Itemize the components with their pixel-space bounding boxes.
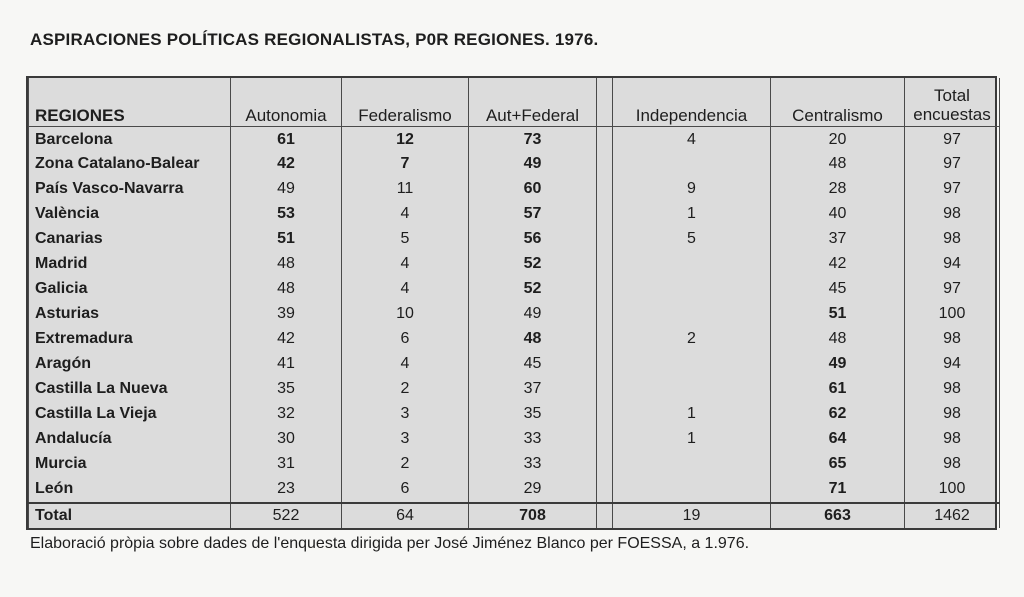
column-separator [597, 302, 613, 327]
cell-autonomia: 35 [231, 377, 342, 402]
cell-aut-federal: 52 [469, 252, 597, 277]
cell-total: 100 [905, 477, 1000, 503]
cell-aut-federal: 60 [469, 177, 597, 202]
cell-centralismo: 28 [771, 177, 905, 202]
cell-federalismo: 4 [342, 202, 469, 227]
table-row [29, 402, 1000, 427]
cell-federalismo: 3 [342, 427, 469, 452]
cell-total: 98 [905, 202, 1000, 227]
column-separator [597, 277, 613, 302]
cell-federalismo: 11 [342, 177, 469, 202]
cell-total: 97 [905, 277, 1000, 302]
region-name: País Vasco-Navarra [29, 177, 231, 202]
cell-total: 97 [905, 127, 1000, 153]
cell-autonomia: 51 [231, 227, 342, 252]
cell-independencia: 4 [613, 127, 771, 153]
region-name: Galicia [29, 277, 231, 302]
cell-centralismo: 40 [771, 202, 905, 227]
cell-autonomia: 42 [231, 327, 342, 352]
table-row [29, 252, 1000, 277]
totals-label: Total [29, 503, 231, 528]
cell-federalismo: 2 [342, 452, 469, 477]
cell-aut-federal: 33 [469, 427, 597, 452]
total-independencia: 19 [613, 503, 771, 528]
cell-aut-federal: 48 [469, 327, 597, 352]
total-autonomia: 522 [231, 503, 342, 528]
cell-independencia [613, 352, 771, 377]
cell-independencia [613, 277, 771, 302]
cell-federalismo: 4 [342, 277, 469, 302]
cell-autonomia: 23 [231, 477, 342, 503]
column-separator [597, 152, 613, 177]
cell-aut-federal: 49 [469, 152, 597, 177]
region-name: Castilla La Vieja [29, 402, 231, 427]
cell-total: 98 [905, 427, 1000, 452]
header-regiones: REGIONES [29, 78, 231, 127]
cell-total: 97 [905, 152, 1000, 177]
column-separator [597, 202, 613, 227]
region-name: Barcelona [29, 127, 231, 153]
table-row [29, 302, 1000, 327]
cell-total: 98 [905, 327, 1000, 352]
table-row [29, 452, 1000, 477]
cell-aut-federal: 73 [469, 127, 597, 153]
cell-autonomia: 42 [231, 152, 342, 177]
column-separator [597, 252, 613, 277]
cell-centralismo: 51 [771, 302, 905, 327]
cell-federalismo: 6 [342, 477, 469, 503]
cell-federalismo: 6 [342, 327, 469, 352]
cell-total: 98 [905, 402, 1000, 427]
totals-row [29, 503, 1000, 528]
cell-aut-federal: 45 [469, 352, 597, 377]
region-name: Extremadura [29, 327, 231, 352]
column-separator [597, 78, 613, 127]
header-total-encuestas [905, 78, 1000, 127]
cell-autonomia: 61 [231, 127, 342, 153]
table-row [29, 377, 1000, 402]
column-separator [597, 327, 613, 352]
cell-centralismo: 42 [771, 252, 905, 277]
column-separator [597, 427, 613, 452]
cell-centralismo: 20 [771, 127, 905, 153]
cell-centralismo: 48 [771, 152, 905, 177]
cell-independencia [613, 477, 771, 503]
cell-total: 94 [905, 252, 1000, 277]
cell-autonomia: 48 [231, 252, 342, 277]
header-centralismo: Centralismo [771, 78, 905, 127]
column-separator [597, 477, 613, 503]
header-total-line1: Total [934, 86, 970, 106]
header-total-line2: encuestas [913, 104, 991, 124]
cell-autonomia: 53 [231, 202, 342, 227]
cell-federalismo: 3 [342, 402, 469, 427]
header-aut-federal: Aut+Federal [469, 78, 597, 127]
cell-aut-federal: 52 [469, 277, 597, 302]
cell-total: 98 [905, 227, 1000, 252]
cell-independencia: 5 [613, 227, 771, 252]
cell-federalismo: 5 [342, 227, 469, 252]
cell-autonomia: 30 [231, 427, 342, 452]
column-separator [597, 352, 613, 377]
header-autonomia: Autonomia [231, 78, 342, 127]
cell-independencia: 2 [613, 327, 771, 352]
cell-centralismo: 64 [771, 427, 905, 452]
table-row [29, 177, 1000, 202]
cell-independencia [613, 302, 771, 327]
region-name: Asturias [29, 302, 231, 327]
cell-centralismo: 45 [771, 277, 905, 302]
header-federalismo: Federalismo [342, 78, 469, 127]
cell-autonomia: 39 [231, 302, 342, 327]
region-name: Murcia [29, 452, 231, 477]
cell-autonomia: 32 [231, 402, 342, 427]
cell-independencia [613, 452, 771, 477]
cell-independencia: 9 [613, 177, 771, 202]
cell-autonomia: 31 [231, 452, 342, 477]
header-independencia: Independencia [613, 78, 771, 127]
data-table [28, 78, 1000, 528]
cell-total: 98 [905, 452, 1000, 477]
total-encuestas: 1462 [905, 503, 1000, 528]
table-row [29, 277, 1000, 302]
cell-total: 97 [905, 177, 1000, 202]
cell-federalismo: 12 [342, 127, 469, 153]
cell-aut-federal: 33 [469, 452, 597, 477]
region-name: Zona Catalano-Balear [29, 152, 231, 177]
source-caption: Elaboració pròpia sobre dades de l'enquesta dirigida per José Jiménez Blanco per FOESSA, a 1.976. [30, 535, 750, 552]
cell-centralismo: 71 [771, 477, 905, 503]
total-centralismo: 663 [771, 503, 905, 528]
cell-federalismo: 2 [342, 377, 469, 402]
cell-centralismo: 48 [771, 327, 905, 352]
column-separator [597, 452, 613, 477]
cell-autonomia: 49 [231, 177, 342, 202]
cell-total: 98 [905, 377, 1000, 402]
cell-independencia: 1 [613, 402, 771, 427]
cell-total: 94 [905, 352, 1000, 377]
cell-aut-federal: 29 [469, 477, 597, 503]
table-row [29, 327, 1000, 352]
cell-centralismo: 62 [771, 402, 905, 427]
region-name: Castilla La Nueva [29, 377, 231, 402]
data-table-frame [26, 76, 997, 530]
cell-aut-federal: 35 [469, 402, 597, 427]
column-separator [597, 377, 613, 402]
region-name: Aragón [29, 352, 231, 377]
cell-federalismo: 7 [342, 152, 469, 177]
column-separator [597, 177, 613, 202]
table-row [29, 352, 1000, 377]
region-name: València [29, 202, 231, 227]
table-title: ASPIRACIONES POLÍTICAS REGIONALISTAS, P0R REGIONES. 1976. [30, 30, 599, 49]
cell-centralismo: 49 [771, 352, 905, 377]
table-row [29, 202, 1000, 227]
column-separator [597, 127, 613, 153]
cell-federalismo: 10 [342, 302, 469, 327]
cell-independencia: 1 [613, 202, 771, 227]
cell-federalismo: 4 [342, 252, 469, 277]
region-name: Madrid [29, 252, 231, 277]
cell-total: 100 [905, 302, 1000, 327]
cell-centralismo: 61 [771, 377, 905, 402]
total-aut-federal: 708 [469, 503, 597, 528]
cell-aut-federal: 57 [469, 202, 597, 227]
cell-autonomia: 41 [231, 352, 342, 377]
cell-federalismo: 4 [342, 352, 469, 377]
total-federalismo: 64 [342, 503, 469, 528]
region-name: Canarias [29, 227, 231, 252]
column-separator [597, 402, 613, 427]
cell-independencia [613, 252, 771, 277]
header-row [29, 78, 1000, 127]
region-name: Andalucía [29, 427, 231, 452]
table-row [29, 477, 1000, 503]
cell-aut-federal: 49 [469, 302, 597, 327]
table-row [29, 227, 1000, 252]
table-row [29, 127, 1000, 153]
cell-independencia [613, 377, 771, 402]
column-separator [597, 503, 613, 528]
cell-centralismo: 65 [771, 452, 905, 477]
column-separator [597, 227, 613, 252]
cell-aut-federal: 37 [469, 377, 597, 402]
table-row [29, 152, 1000, 177]
cell-autonomia: 48 [231, 277, 342, 302]
cell-aut-federal: 56 [469, 227, 597, 252]
table-body [29, 127, 1000, 504]
table-row [29, 427, 1000, 452]
cell-independencia: 1 [613, 427, 771, 452]
cell-independencia [613, 152, 771, 177]
region-name: León [29, 477, 231, 503]
cell-centralismo: 37 [771, 227, 905, 252]
